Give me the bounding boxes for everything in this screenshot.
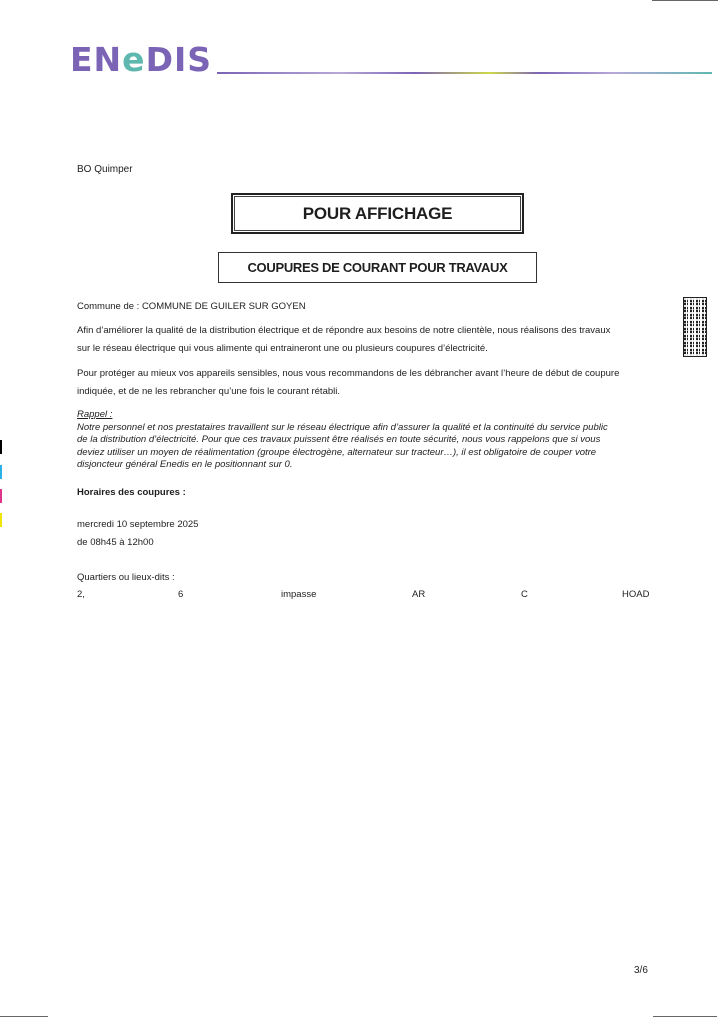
rappel-line-3: deviez utiliser un moyen de réalimentation (groupe électrogène, alternateur sur tracteur…), il est obligatoire de couper votre bbox=[77, 446, 597, 458]
place-item: C bbox=[521, 589, 528, 600]
office-label: BO Quimper bbox=[77, 164, 133, 175]
logo-text-b: e bbox=[122, 40, 146, 79]
places-heading: Quartiers ou lieux-dits : bbox=[77, 572, 175, 583]
print-mark-black bbox=[0, 440, 2, 454]
bottom-rule-right bbox=[653, 1016, 717, 1017]
rappel-line-1: Notre personnel et nos prestataires travaillent sur le réseau électrique afin d’assurer la qualité et la continuité du service public bbox=[77, 421, 608, 433]
enedis-logo bbox=[70, 40, 212, 79]
paragraph-1-line-1: Afin d’améliorer la qualité de la distribution électrique et de répondre aux besoins de notre clientèle, nous réalisons des travaux bbox=[77, 325, 611, 336]
title-affichage: POUR AFFICHAGE bbox=[302, 203, 453, 223]
place-item: AR bbox=[412, 589, 426, 600]
paragraph-1-line-2: sur le réseau électrique qui vous alimente qui entraineront une ou plusieurs coupures d’électricité. bbox=[77, 343, 488, 354]
place-item: impasse bbox=[281, 589, 317, 600]
schedule-time: de 08h45 à 12h00 bbox=[77, 537, 154, 548]
print-mark-yellow bbox=[0, 513, 2, 527]
place-item: 6 bbox=[178, 589, 184, 600]
paragraph-2-line-2: indiquée, et de ne les rebrancher qu’une fois le courant rétabli. bbox=[77, 386, 341, 397]
top-rule bbox=[652, 0, 718, 1]
rappel-line-2: de la distribution d’électricité. Pour que ces travaux puissent être réalisés en toute sécurité, nous vous rappelons que si vous bbox=[77, 434, 601, 446]
page-number: 3/6 bbox=[634, 965, 648, 976]
logo-underline bbox=[217, 72, 712, 74]
rappel-label: Rappel : bbox=[77, 409, 113, 420]
commune-line: Commune de : COMMUNE DE GUILER SUR GOYEN bbox=[77, 301, 306, 312]
qr-code-icon bbox=[683, 297, 707, 357]
schedule-heading: Horaires des coupures : bbox=[77, 487, 186, 498]
place-item: HOAD bbox=[622, 589, 650, 600]
rappel-block bbox=[77, 409, 677, 472]
place-item: 2, bbox=[77, 589, 85, 600]
logo-text-c: DIS bbox=[145, 40, 213, 79]
logo-text-a: EN bbox=[70, 40, 123, 79]
paragraph-2 bbox=[77, 365, 677, 401]
title-coupures: COUPURES DE COURANT POUR TRAVAUX bbox=[247, 260, 508, 275]
bottom-rule-left bbox=[0, 1016, 48, 1017]
paragraph-1 bbox=[77, 322, 677, 358]
title-box-coupures bbox=[218, 252, 537, 283]
print-mark-magenta bbox=[0, 489, 2, 503]
print-mark-cyan bbox=[0, 465, 2, 479]
schedule-date: mercredi 10 septembre 2025 bbox=[77, 519, 199, 530]
rappel-line-4: disjoncteur général Enedis en le positionnant sur 0. bbox=[77, 459, 293, 471]
paragraph-2-line-1: Pour protéger au mieux vos appareils sensibles, nous vous recommandons de les débrancher avant l’heure de début de coupure bbox=[77, 368, 620, 379]
title-box-affichage bbox=[231, 193, 524, 234]
